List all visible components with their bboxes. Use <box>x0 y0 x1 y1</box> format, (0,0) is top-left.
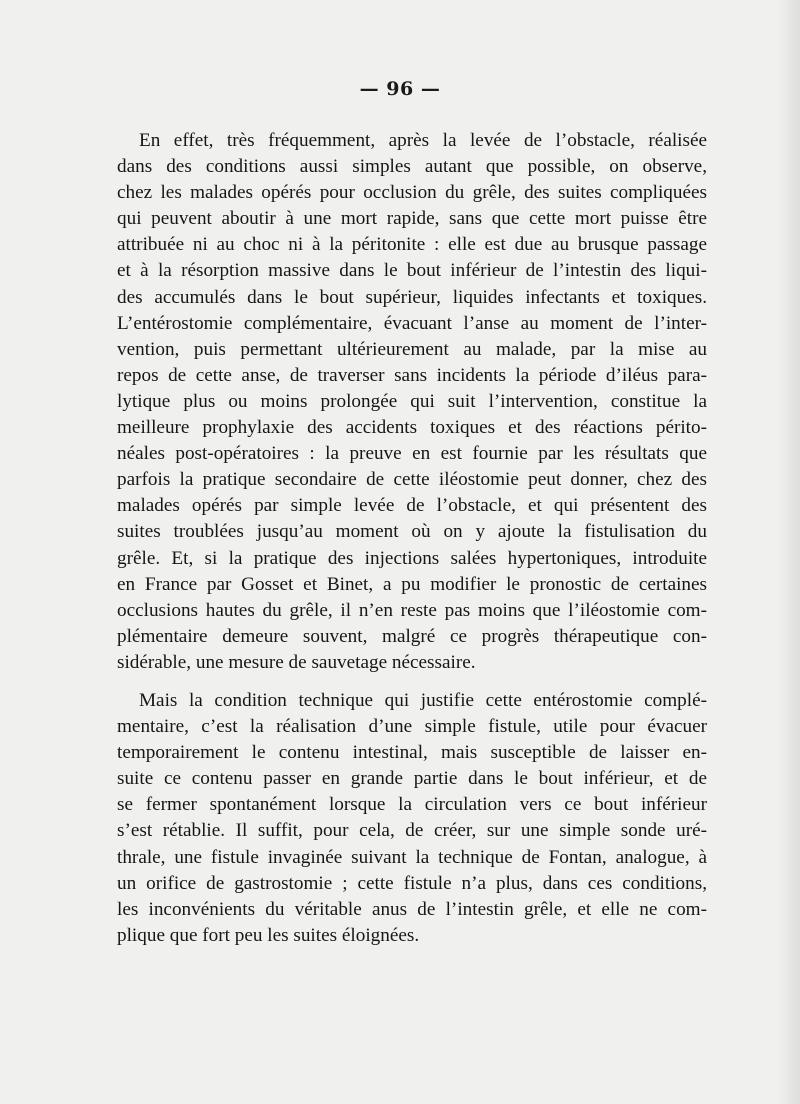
text-line: un orifice de gastrostomie ; cette fistule n’a plus, dans ces conditions, <box>117 872 707 894</box>
text-line: grêle. Et, si la pratique des injections salées hypertoniques, introduite <box>117 547 707 569</box>
text-line: malades opérés par simple levée de l’obstacle, et qui présentent des <box>117 495 707 517</box>
text-line: des accumulés dans le bout supérieur, liquides infectants et toxiques. <box>117 286 707 308</box>
paragraph-spacer <box>117 676 707 688</box>
text-line: occlusions hautes du grêle, il n’en reste pas moins que l’iléostomie com- <box>117 599 707 621</box>
text-line: plique que fort peu les suites éloignées. <box>117 924 420 946</box>
text-line: en France par Gosset et Binet, a pu modifier le pronostic de certaines <box>117 573 707 595</box>
text-line: suite ce contenu passer en grande partie dans le bout inférieur, et de <box>117 768 707 790</box>
page-number: — 96 — <box>359 78 441 100</box>
text-line: plémentaire demeure souvent, malgré ce progrès thérapeutique con- <box>117 625 707 647</box>
text-line: temporairement le contenu intestinal, mais susceptible de laisser en- <box>117 742 707 764</box>
text-line: sidérable, une mesure de sauvetage nécessaire. <box>117 651 476 673</box>
page-edge-shadow <box>778 0 800 1104</box>
text-line: Mais la condition technique qui justifie cette entérostomie complé- <box>139 689 707 711</box>
text-line: parfois la pratique secondaire de cette iléostomie peut donner, chez des <box>117 469 707 491</box>
text-line: vention, puis permettant ultérieurement au malade, par la mise au <box>117 338 707 360</box>
text-line: se fermer spontanément lorsque la circulation vers ce bout inférieur <box>117 794 707 816</box>
text-line: les inconvénients du véritable anus de l’intestin grêle, et elle ne com- <box>117 898 707 920</box>
text-line: repos de cette anse, de traverser sans incidents la période d’iléus para- <box>117 364 707 386</box>
text-line: dans des conditions aussi simples autant que possible, on observe, <box>117 156 707 178</box>
text-line: suites troublées jusqu’au moment où on y ajoute la fistulisation du <box>117 521 707 543</box>
text-line: En effet, très fréquemment, après la levée de l’obstacle, réalisée <box>139 130 707 151</box>
paragraph-1 <box>117 128 707 676</box>
text-line: s’est rétablie. Il suffit, pour cela, de créer, sur une simple sonde uré- <box>117 820 707 842</box>
text-line: mentaire, c’est la réalisation d’une simple fistule, utile pour évacuer <box>117 716 707 738</box>
body-text <box>117 128 707 949</box>
text-line: L’entérostomie complémentaire, évacuant l’anse au moment de l’inter- <box>117 312 707 334</box>
text-line: chez les malades opérés pour occlusion du grêle, des suites compliquées <box>117 182 707 204</box>
text-line: et à la résorption massive dans le bout inférieur de l’intestin des liqui- <box>117 260 707 282</box>
text-line: lytique plus ou moins prolongée qui suit l’intervention, constitue la <box>117 390 707 412</box>
text-line: meilleure prophylaxie des accidents toxiques et des réactions périto- <box>117 417 707 439</box>
text-line: néales post-opératoires : la preuve en est fournie par les résultats que <box>117 443 707 465</box>
text-line: qui peuvent aboutir à une mort rapide, sans que cette mort puisse être <box>117 208 707 230</box>
text-line: thrale, une fistule invaginée suivant la technique de Fontan, analogue, à <box>117 846 707 868</box>
text-line: attribuée ni au choc ni à la péritonite : elle est due au brusque passage <box>117 234 707 256</box>
paragraph-2 <box>117 688 707 949</box>
